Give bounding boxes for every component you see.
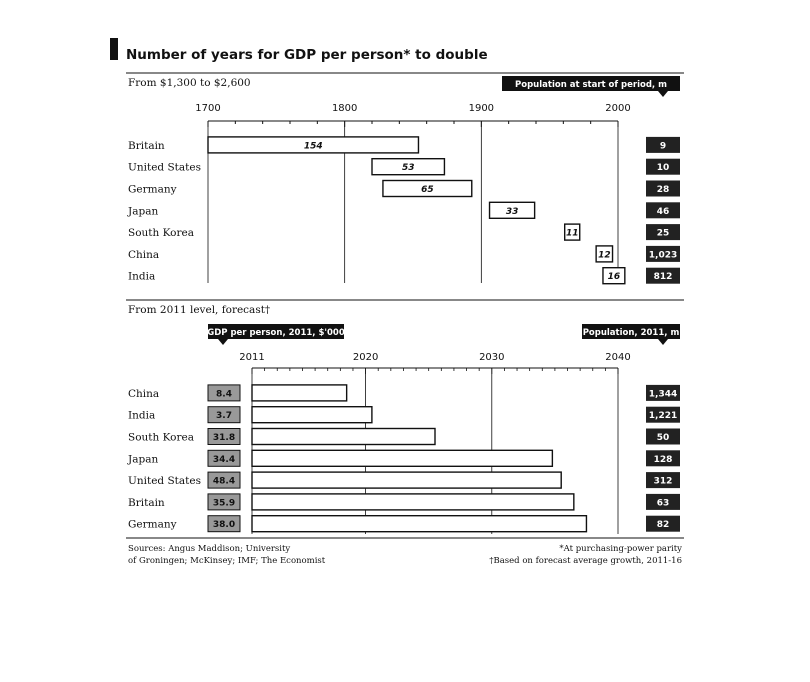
panel2-axis [252,368,618,374]
population-value: 128 [653,454,673,465]
source-line-2: of Groningen; McKinsey; IMF; The Economist [128,556,326,566]
gdp-value: 48.4 [212,476,236,487]
panel2-row [128,407,680,423]
category-label: United States [128,475,201,488]
chart-title: Number of years for GDP per person* to double [126,47,488,63]
bar-value-label: 11 [565,228,579,239]
panel1-tick-label: 1800 [331,103,358,114]
panel2-row [128,494,680,510]
population-value: 25 [656,228,670,239]
category-label: Japan [128,453,159,466]
population-value: 82 [656,520,670,531]
panel2-row [127,450,680,466]
category-label: South Korea [128,431,194,444]
panel2-row [128,429,680,445]
panel2-left-header-pointer [218,339,228,345]
panel1-tick-label: 1700 [195,103,221,114]
population-value: 1,023 [648,250,678,261]
category-label: United States [128,161,201,174]
population-value: 50 [656,433,670,443]
panel1-row [127,202,680,218]
panel1-tick-label: 2000 [605,103,631,114]
category-label: Germany [128,183,177,196]
panel1-subtitle: From $1,300 to $2,600 [128,77,251,89]
panel1-row [128,159,680,175]
bar [252,472,561,488]
panel1-axis [208,121,618,127]
panel2-tick-label: 2011 [239,352,265,363]
panel2-left-header [207,324,345,345]
panel1-header-text: Population at start of period, m [515,80,667,90]
bar-value-label: 154 [303,141,323,152]
category-label: Germany [128,518,177,531]
panel2-right-header [582,324,680,345]
bar [252,429,435,445]
bar [252,516,586,532]
panel2-subtitle: From 2011 level, forecast† [128,304,271,316]
panel1-column-header [502,76,680,97]
panel1-row [128,224,680,240]
bar-value-label: 33 [505,206,519,217]
gdp-value: 3.7 [216,411,232,422]
panel1-row [128,137,680,153]
panel1-rows [127,137,680,284]
bar-value-label: 12 [598,250,611,261]
gdp-value: 38.0 [212,520,236,531]
panel2-rows [127,385,680,532]
population-value: 28 [656,185,670,195]
panel1-tick-labels [195,103,630,114]
bar [252,494,574,510]
title-marker [110,38,118,60]
category-label: Britain [128,139,165,152]
category-label: China [128,387,160,400]
panel1-tick-label: 1900 [468,103,495,114]
bar-value-label: 53 [401,163,415,174]
panel2-tick-label: 2030 [479,352,505,363]
panel2-tick-label: 2040 [605,352,631,363]
panel2-right-header-text: Population, 2011, m [582,328,680,338]
footnote-line-1: *At purchasing-power parity [559,544,682,554]
source-line-1: Sources: Angus Maddison; University [128,544,291,554]
bar [252,407,372,423]
panel1-row [128,268,680,284]
panel2-right-header-pointer [658,339,668,345]
panel2-row [128,472,680,488]
panel1-row [128,246,680,262]
panel2-left-header-text: GDP per person, 2011, $'000 [207,328,345,338]
footnote-line-2: †Based on forecast average growth, 2011-16 [489,556,682,566]
population-value: 63 [656,498,670,509]
population-value: 1,344 [648,389,678,400]
gdp-value: 8.4 [216,389,232,400]
category-label: India [128,270,156,283]
panel2-tick-labels [239,352,630,363]
gdp-value: 34.4 [212,454,236,465]
population-value: 10 [656,163,670,174]
category-label: China [128,248,160,261]
panel2-row [128,385,680,401]
gdp-value: 31.8 [212,433,236,443]
panel1-header-pointer [658,91,668,97]
population-value: 812 [653,272,673,283]
gdp-value: 35.9 [212,498,236,509]
bar-value-label: 65 [421,185,434,195]
bar-value-label: 16 [607,272,621,283]
population-value: 46 [656,206,670,217]
population-value: 9 [659,141,667,152]
panel2-row [128,516,680,532]
category-label: India [128,409,156,422]
panel2-tick-label: 2020 [352,352,379,363]
bar [252,385,347,401]
category-label: Britain [128,496,165,509]
category-label: Japan [128,205,159,218]
population-value: 1,221 [648,411,678,422]
panel1-row [128,181,680,197]
category-label: South Korea [128,227,194,240]
population-value: 312 [653,476,673,487]
bar [252,450,552,466]
